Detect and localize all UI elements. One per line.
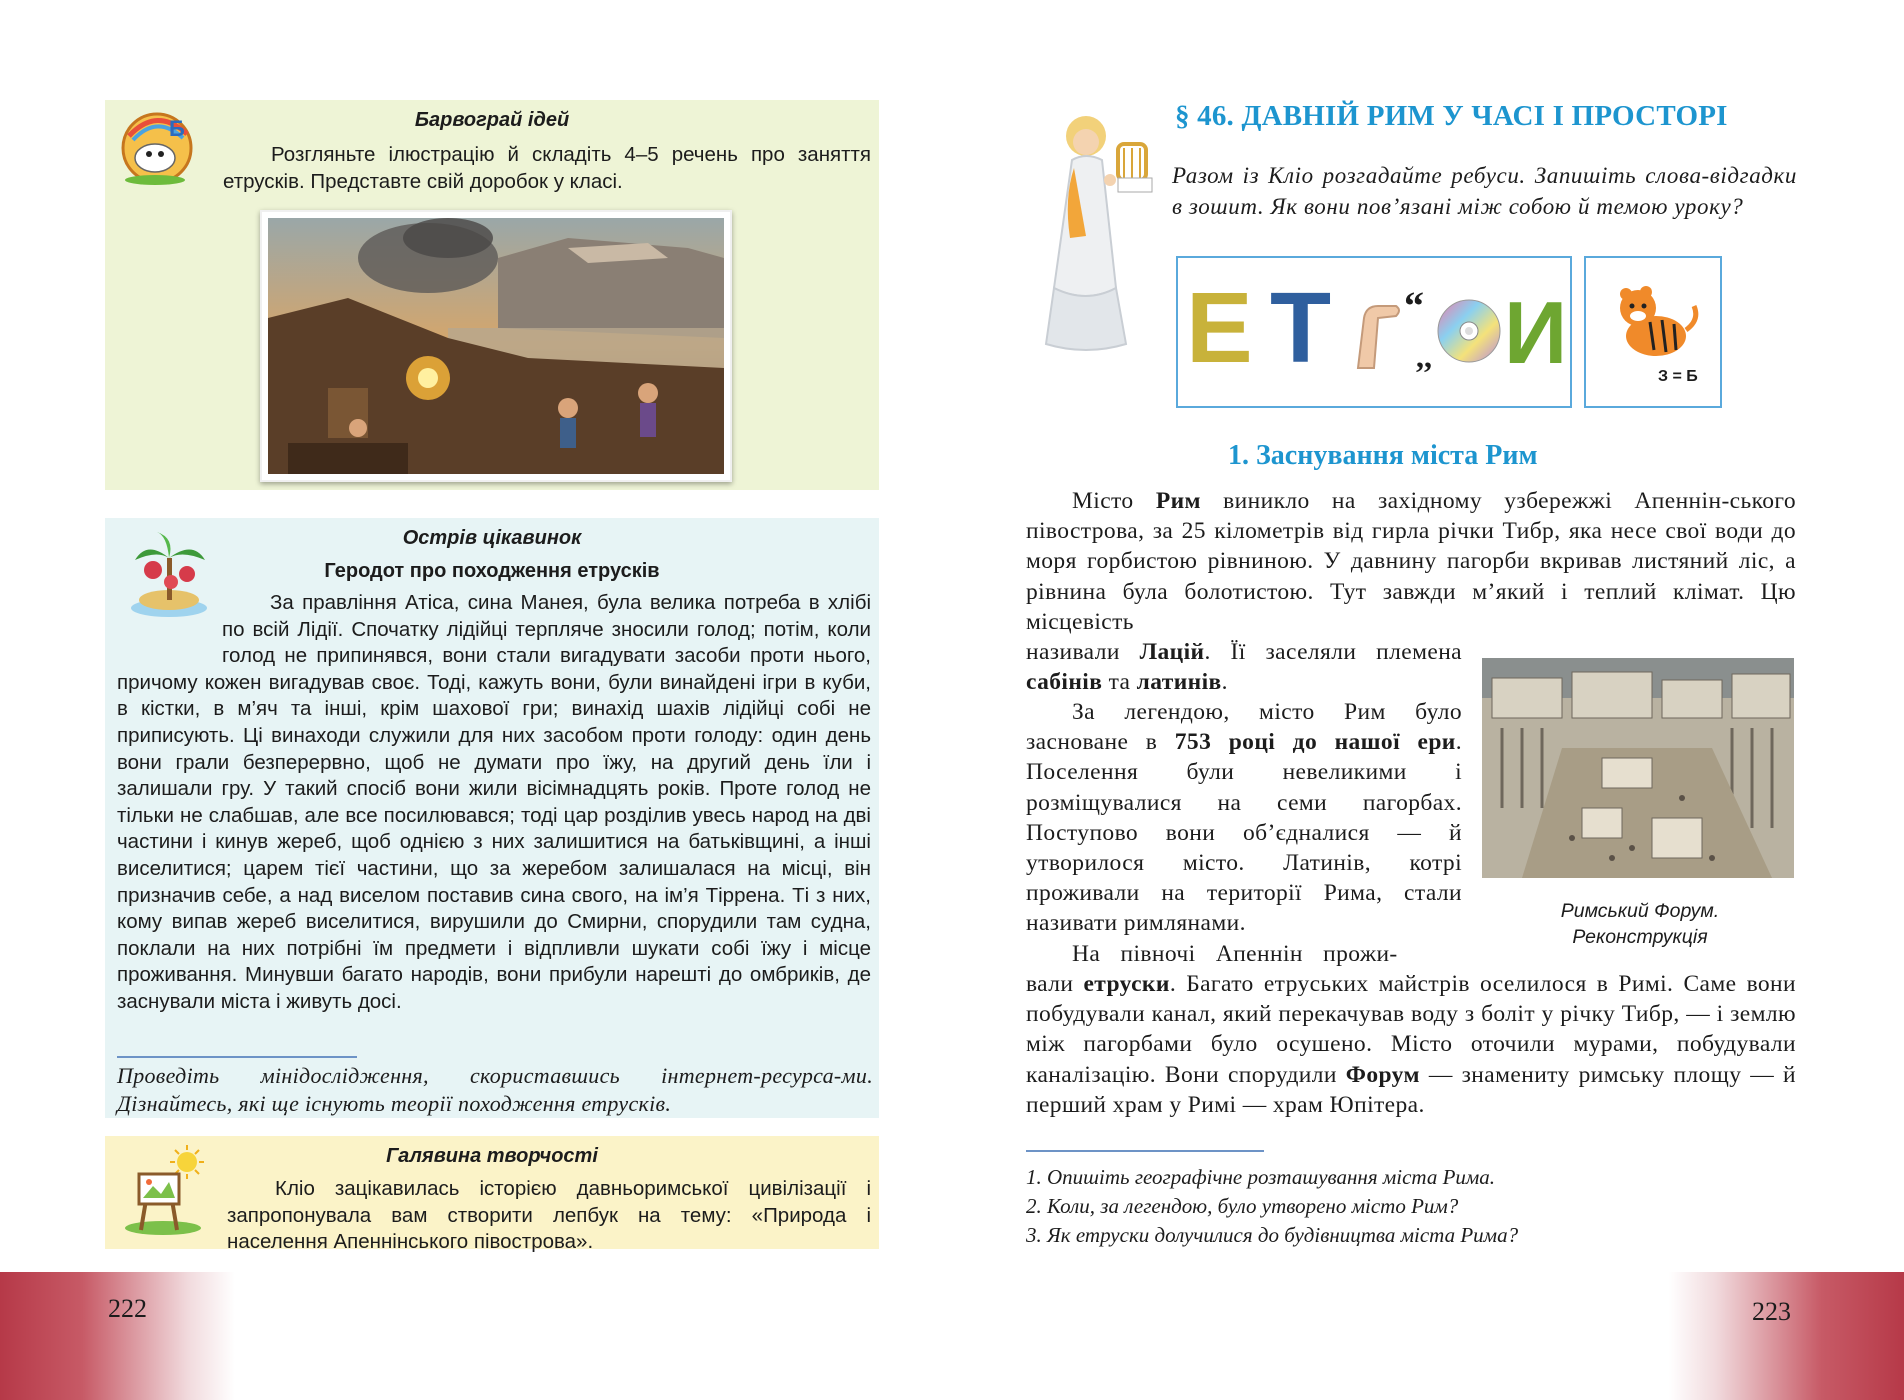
paragraph-latium: називали Лацій. Її заселяли племена сабінів та латинів.	[1026, 639, 1463, 696]
rebus-letter-e: Е	[1186, 272, 1253, 384]
page-number-left: 222	[108, 1294, 147, 1323]
paragraph-etruscans: вали етруски. Багато етруських майстрів оселилося в Римі. Саме вони побудували канал, який перекачував воду з боліт у річку Тибр, — і землю між пагорбами було осушено. Місто оточили мурами, побудували каналізацію. Вони спорудили Форум — знамениту римську площу — й перший храм у Римі — храм Юпітера.	[1026, 971, 1797, 1118]
review-questions	[1026, 1163, 1518, 1250]
svg-text:Б: Б	[169, 116, 185, 141]
etruscans-illustration	[260, 210, 732, 482]
question-1: 1. Опишіть географічне розташування міста Рима.	[1026, 1165, 1496, 1189]
island-title: Острів цікавинок	[402, 527, 582, 549]
ideas-text: Розгляньте ілюстрацію й складіть 4–5 речень про заняття етрусків. Представте свій доробок у класі.	[223, 143, 871, 193]
rebus-etruscans	[1176, 256, 1572, 408]
rebus-letter-i: И	[1504, 283, 1568, 382]
question-2: 2. Коли, за легендою, було утворено місто Рим?	[1026, 1194, 1459, 1218]
ideas-panel	[105, 100, 879, 490]
clio-muse-figure	[1034, 108, 1164, 352]
forum-caption: Римський Форум. Реконструкція	[1560, 900, 1720, 948]
rebus-instruction: Разом із Кліо розгадайте ребуси. Запишіть слова-відгадки в зошит. Як вони пов’язані між собою й темою уроку?	[1172, 163, 1797, 219]
creative-text: Кліо зацікавилась історією давньоримської цивілізації і запропонувала вам створити лепбук на тему: «Природа і населення Апеннінського півострова».	[227, 1177, 871, 1254]
hand-gesture-icon	[1344, 292, 1404, 372]
footer-band-right	[1669, 1272, 1904, 1400]
footer-band-left	[0, 1272, 235, 1400]
roman-forum-image	[1482, 658, 1794, 878]
ideas-title: Барвограй ідей	[414, 109, 570, 131]
research-divider	[117, 1056, 357, 1058]
research-task: Проведіть мінідослідження, скориставшись інтернет-ресурса-ми. Дізнайтесь, які ще існують теорії походження етрусків.	[117, 1063, 873, 1116]
island-subtitle: Геродот про походження етрусків	[324, 560, 660, 582]
island-panel	[105, 518, 879, 1118]
creative-title: Галявина творчості	[386, 1145, 598, 1167]
paragraph-legend: За легендою, місто Рим було засноване в 753 році до нашої ери. Поселення були невеликими і розміщувалися на семи пагорбах. Поступово вони об’єдналися — й утворилося місто. Латинів, котрі проживали на території Рима, стали називати римлянами.	[1026, 699, 1463, 937]
section-title: § 46. ДАВНІЙ РИМ У ЧАСІ І ПРОСТОРІ	[1175, 100, 1728, 132]
question-3: 3. Як етруски долучилися до будівництва міста Рима?	[1026, 1223, 1519, 1247]
forum-reconstruction-image	[1482, 658, 1794, 878]
rebus-letter-t: Т	[1270, 272, 1332, 384]
herodotus-text: За правління Атіса, сина Манея, була велика потреба в хлібі по всій Лідії. Спочатку лідійці терпляче зносили голод; потім, коли голод не припинявся, вони стали вигадувати засоби проти нього, причому кожен вигадував своє. Тоді, кажуть вони, були винайдені ігри в куби, в кістки, в м’яч та інші, крім шахової гри; винахід шахів лідійці собі не приписують. Ці винаходи служили для них засобом проти голоду: один день вони грали безперервно, щоб не думати про їжу, на другий день їли і залишали гру. У такий спосіб вони жили вісімнадцять років. Проте голод не тільки не слабшав, але все посилювався; тоді цар розділив увесь народ на дві частини і кинув жереб, щоб однією з них залишитися на батьківщині, а інші виселитися; царем тієї частини, що за жеребом залишалася на місці, він призначив себе, а над виселом поставив сина свого, на ім’я Тіррена. Ті з них, кому випав жереб виселитися, вирушили до Смирни, спорудили там судна, поклали на них потрібні їм предмети і відпливли шукати собі їжу і місце проживання. Минувши багато народів, вони прибули нарешті до омбриків, де заснували міста і живуть досі.	[117, 591, 871, 1013]
paragraph-north: На півночі Апеннін прожи-	[1072, 941, 1398, 967]
rebus-comma-bottom: ,,	[1416, 338, 1432, 374]
cd-disc-icon	[1436, 298, 1502, 364]
creative-panel	[105, 1136, 879, 1254]
rebus-hint: З = Б	[1658, 368, 1698, 385]
rebus-comma-top: “	[1404, 283, 1424, 328]
tiger-toy-icon	[1606, 270, 1702, 370]
questions-divider	[1026, 1150, 1264, 1152]
subsection-title: 1. Заснування міста Рим	[1228, 440, 1538, 471]
rebus-tiber	[1584, 256, 1722, 408]
page-number-right: 223	[1752, 1297, 1791, 1326]
etruscan-scene-image	[268, 218, 724, 474]
paragraph-rome-location: Місто Рим виникло на західному узбережжі Апеннін-ського півострова, за 25 кілометрів від гирла річки Тибр, яка несе свої води до моря горбистою рівниною. У давнину пагорби вкривав листяний ліс, а рівнина була болотистою. Тут завжди м’який і теплий клімат. Цю місцевість	[1026, 488, 1796, 635]
